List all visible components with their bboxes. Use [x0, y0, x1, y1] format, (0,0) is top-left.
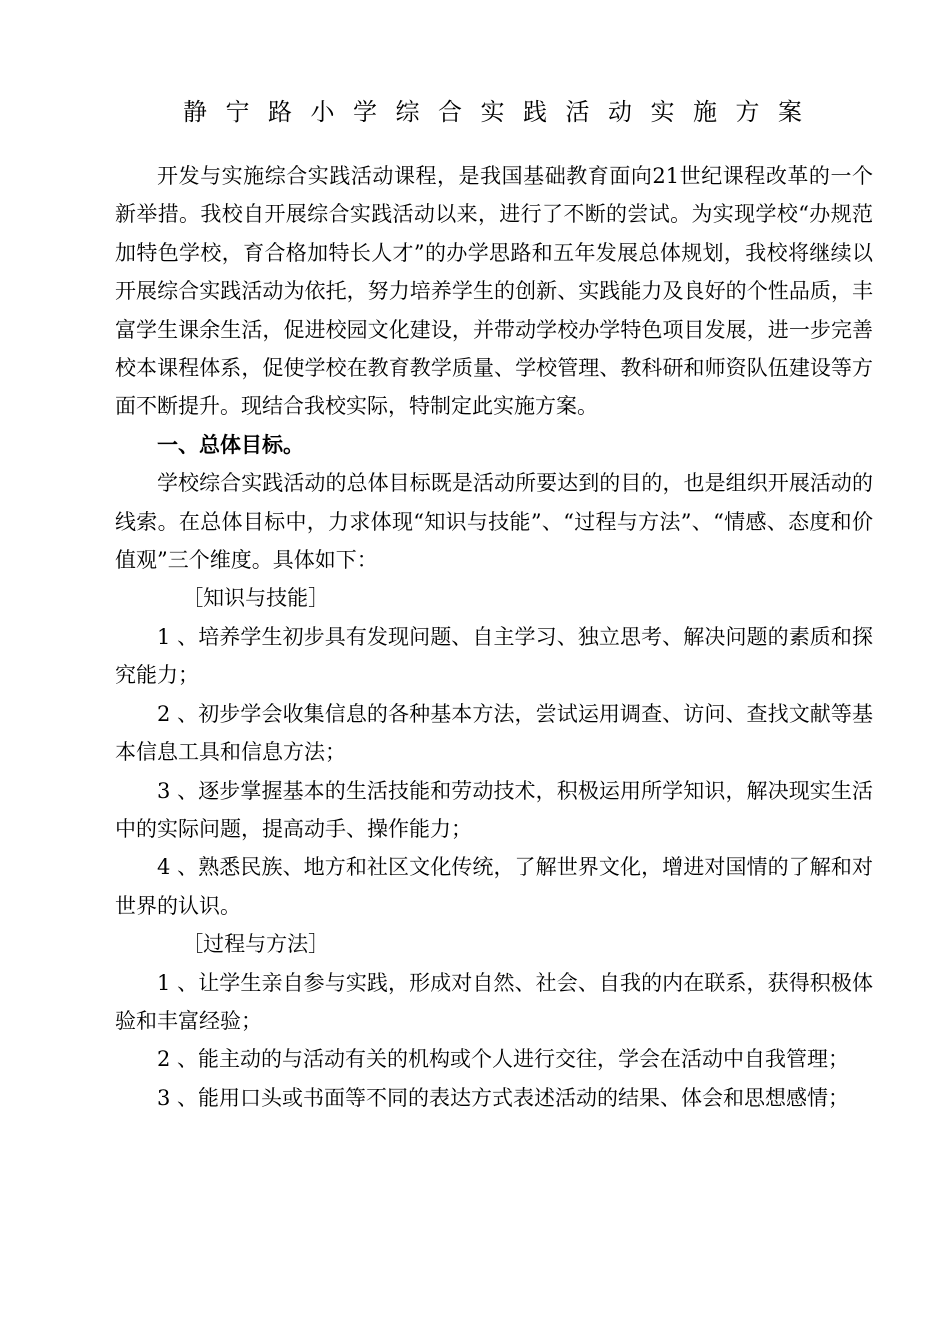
document-title: 静宁路小学综合实践活动实施方案: [183, 98, 821, 126]
list-item: 2 、能主动的与活动有关的机构或个人进行交往，学会在活动中自我管理；: [157, 1047, 850, 1072]
list-item: 1 、让学生亲自参与实践，形成对自然、社会、自我的内在联系，获得积极体验和丰富经验；: [115, 970, 873, 1033]
list-item: 1 、培养学生初步具有发现问题、自主学习、独立思考、解决问题的素质和探究能力；: [115, 624, 873, 688]
subsection-label-process: ［过程与方法］: [182, 932, 330, 957]
subsection-label-knowledge: ［知识与技能］: [182, 586, 330, 611]
document-body: [115, 157, 873, 1117]
list-item: 2 、初步学会收集信息的各种基本方法，尝试运用调查、访问、查找文献等基本信息工具和信息方法；: [115, 701, 873, 765]
list-item: 3 、逐步掌握基本的生活技能和劳动技术，积极运用所学知识，解决现实生活中的实际问题，提高动手、操作能力；: [115, 778, 873, 841]
list-item: 3 、能用口头或书面等不同的表达方式表述活动的结果、体会和思想感情；: [157, 1085, 850, 1110]
section-paragraph: 学校综合实践活动的总体目标既是活动所要达到的目的，也是组织开展活动的线索。在总体目标中，力求体现“知识与技能”、“过程与方法”、“情感、态度和价值观”三个维度。具体如下：: [115, 471, 873, 573]
list-item: 4 、熟悉民族、地方和社区文化传统，了解世界文化，增进对国情的了解和对世界的认识。: [115, 855, 873, 918]
section-heading: 一、总体目标。: [157, 432, 304, 457]
intro-paragraph: 开发与实施综合实践活动课程，是我国基础教育面向21世纪课程改革的一个新举措。我校自开展综合实践活动以来，进行了不断的尝试。为实现学校“办规范加特色学校，育合格加特长人才”的办学思路和五年发展总体规划，我校将继续以开展综合实践活动为依托，努力培养学生的创新、实践能力及良好的个性品质，丰富学生课余生活，促进校园文化建设，并带动学校办学特色项目发展，进一步完善校本课程体系，促使学校在教育教学质量、学校管理、教科研和师资队伍建设等方面不断提升。现结合我校实际，特制定此实施方案。: [115, 164, 873, 419]
